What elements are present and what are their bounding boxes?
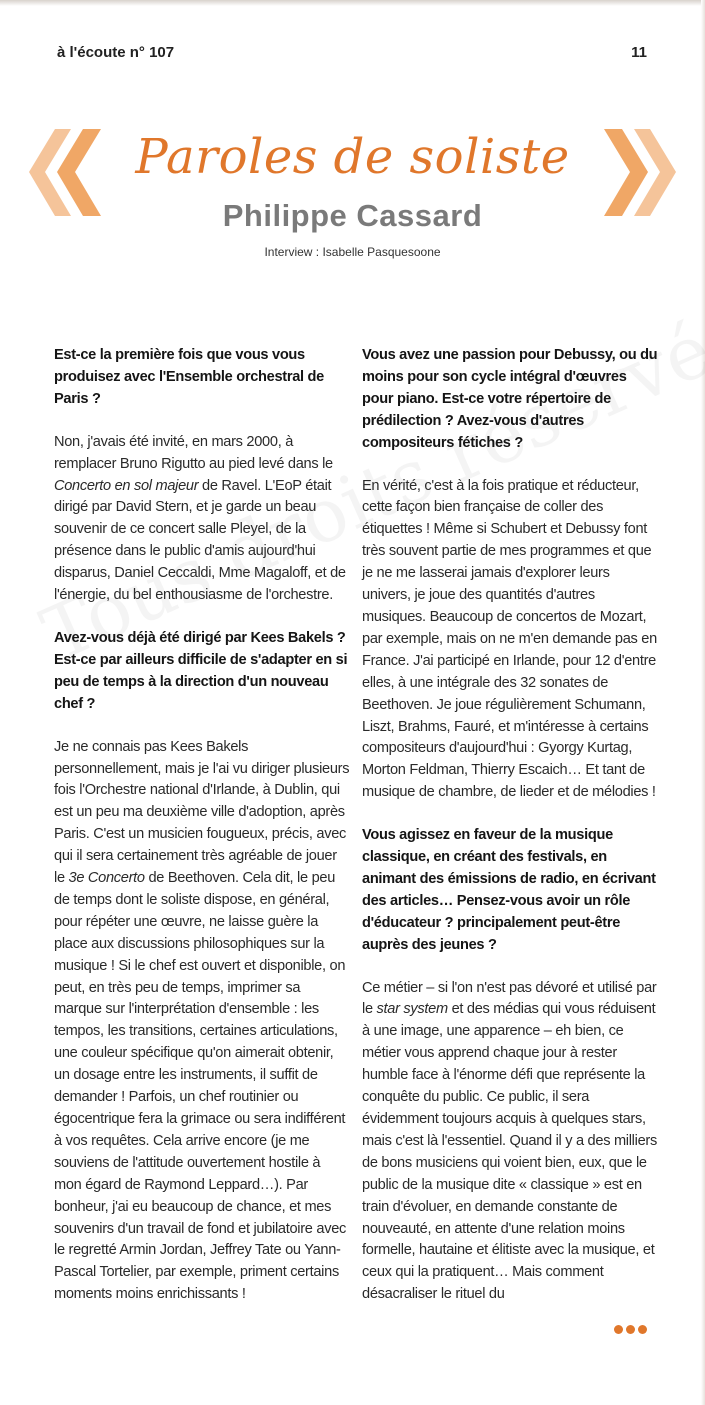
- article-column-left: [54, 345, 350, 1327]
- scan-edge-right: [701, 0, 705, 1405]
- running-head: à l'écoute n° 107: [57, 44, 175, 61]
- soloist-name: Philippe Cassard: [222, 198, 483, 233]
- page-number: 11: [631, 44, 647, 61]
- interview-credit: Interview : Isabelle Pasquesoone: [264, 245, 441, 259]
- scan-edge-top: [0, 0, 705, 6]
- answer-2: Je ne connais pas Kees Bakels personnellement, mais je l'ai vu diriger plusieurs fois l'Orchestre national d'Irlande, à Dublin, qui est un peu ma deuxième ville d'adoption, après Paris. C'est un musicien fougueux, précis, avec qui il sera certainement très agréable de jouer le 3e Concerto de Beethoven. Cela dit, le peu de temps dont le soliste dispose, en général, pour répéter une œuvre, ne laisse guère la place aux discussions philosophiques sur la musique ! Si le chef est ouvert et disponible, on peut, en très peu de temps, imprimer sa marque sur l'interprétation d'ensemble : les tempos, les transitions, certaines articulations, une couleur spécifique qu'on aimerait obtenir, un dosage entre les instruments, il suffit de demander ! Parfois, un chef routinier ou égocentrique fera la grimace ou sera indifférent à vos requêtes. Cela arrive encore (je me souviens de l'attitude ouvertement hostile à mon égard de Raymond Leppard…). Par bonheur, j'ai eu beaucoup de chance, et mes souvenirs d'un travail de fond et jubilatoire avec le regretté Armin Jordan, Jeffrey Tate ou Yann-Pascal Tortelier, par exemple, priment certains moments moins enrichissants !: [54, 738, 350, 1303]
- feature-title: Paroles de soliste: [135, 129, 570, 185]
- question-1: Est-ce la première fois que vous vous produisez avec l'Ensemble orchestral de Paris ?: [54, 347, 324, 407]
- answer-1: Non, j'avais été invité, en mars 2000, à remplacer Bruno Rigutto au pied levé dans le Concerto en sol majeur de Ravel. L'EoP était dirigé par David Stern, et je garde un beau souvenir de ce concert salle Pleyel, de la présence dans le public d'amis aujourd'hui disparus, Daniel Ceccaldi, Mme Magaloff, et de l'énergie, du bel enthousiasme de l'orchestre.: [54, 433, 346, 604]
- answer-3: En vérité, c'est à la fois pratique et réducteur, cette façon bien française de coller des étiquettes ! Même si Schubert et Debussy font très souvent partie de mes programmes et que je ne me lasserai jamais d'explorer leurs univers, je joue des quantités d'autres musiques. Beaucoup de concertos de Mozart, par exemple, mais on ne m'en demande pas en France. J'ai participé en Irlande, pour 12 d'entre elles, à une intégrale des 32 sonates de Beethoven. Je joue régulièrement Schumann, Liszt, Brahms, Fauré, et m'intéresse à certains compositeurs d'aujourd'hui : Gyorgy Kurtag, Morton Feldman, Thierry Escaich… Et tant de musique de chambre, de lieder et de mélodies !: [362, 477, 657, 801]
- article-column-right: [362, 345, 658, 1327]
- right-guillemet-icon: [598, 125, 680, 220]
- continued-dots-icon: [614, 1325, 647, 1334]
- question-2: Avez-vous déjà été dirigé par Kees Bakels ? Est-ce par ailleurs difficile de s'adapter en si peu de temps à la direction d'un nouveau chef ?: [54, 629, 348, 712]
- question-4: Vous agissez en faveur de la musique classique, en créant des festivals, en animant des émissions de radio, en écrivant des articles… Pensez-vous avoir un rôle d'éducateur ? principalement peut-être auprès des jeunes ?: [362, 827, 656, 953]
- answer-4: Ce métier – si l'on n'est pas dévoré et utilisé par le star system et des médias qui vous réduisent à une image, une apparence – eh bien, ce métier vous apprend chaque jour à rester humble face à l'énorme défi que représente la conquête du public. Ce public, il sera évidemment toujours acquis à quelques stars, mais c'est là l'essentiel. Quand il y a des milliers de bons musiciens qui voient bien, eux, que le public de la musique dite « classique » est en train d'évoluer, en demande constante de nouveauté, en attente d'une relation moins formelle, hautaine et élitiste avec la musique, et ceux qui la pratiquent… Mais comment désacraliser le rituel du: [362, 979, 657, 1303]
- left-guillemet-icon: [25, 125, 107, 220]
- question-3: Vous avez une passion pour Debussy, ou du moins pour son cycle intégral d'œuvres pour piano. Est-ce votre répertoire de prédilection ? Avez-vous d'autres compositeurs fétiches ?: [362, 347, 658, 451]
